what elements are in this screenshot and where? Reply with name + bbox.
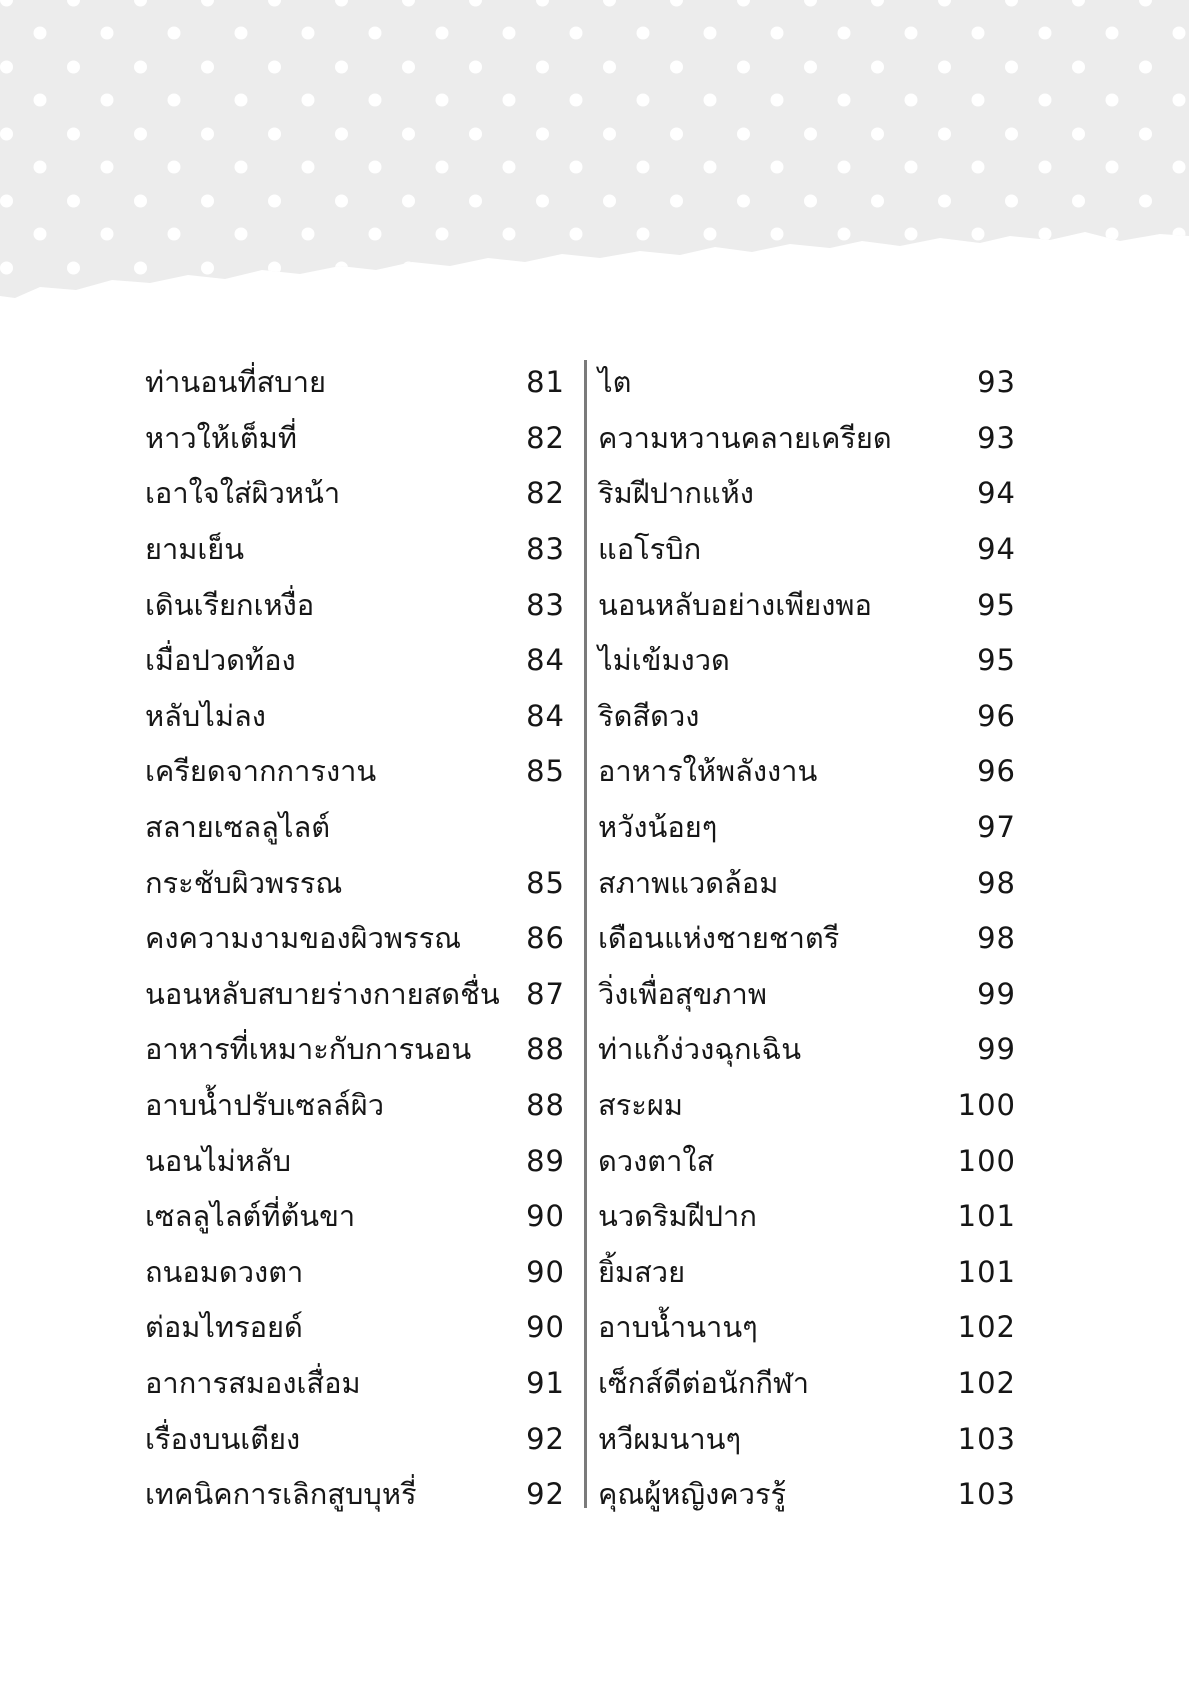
toc-entry (598, 1133, 1016, 1189)
toc-entry-title: วิ่งเพื่อสุขภาพ (598, 976, 767, 1011)
toc-entry-page: 83 (526, 587, 565, 622)
toc-entry-title: หวีผมนานๆ (598, 1421, 742, 1456)
toc-entry (145, 633, 565, 689)
toc-right-column (598, 355, 1016, 1522)
toc-entry-page: 88 (526, 1032, 565, 1067)
toc-entry-title: นอนหลับสบายร่างกายสดชื่น (145, 976, 500, 1011)
toc-entry-page: 85 (526, 754, 565, 789)
toc-entry-title: เมื่อปวดท้อง (145, 643, 296, 678)
toc-entry-page: 101 (957, 1254, 1016, 1289)
toc-entry (598, 911, 1016, 967)
toc-entry (598, 800, 1016, 856)
toc-entry-title: ไต (598, 365, 632, 400)
toc-entry-page: 102 (957, 1310, 1016, 1345)
toc-entry (598, 522, 1016, 578)
toc-entry-page: 82 (526, 476, 565, 511)
toc-entry (598, 577, 1016, 633)
toc-entry (145, 411, 565, 467)
toc-entry-title: เซลลูไลต์ที่ต้นขา (145, 1199, 356, 1234)
toc-entry-page: 85 (526, 865, 565, 900)
toc-entry (598, 744, 1016, 800)
toc-entry-page: 96 (977, 698, 1016, 733)
toc-entry-page: 90 (526, 1310, 565, 1345)
toc-entry (598, 1022, 1016, 1078)
toc-entry-page: 86 (526, 921, 565, 956)
toc-entry-page: 98 (977, 921, 1016, 956)
toc-entry-title: อาหารที่เหมาะกับการนอน (145, 1032, 472, 1067)
toc-entry-page: 90 (526, 1199, 565, 1234)
toc-entry-page: 87 (526, 976, 565, 1011)
toc-entry (145, 1356, 565, 1412)
toc-entry-title: เอาใจใส่ผิวหน้า (145, 476, 341, 511)
toc-entry-title: อาการสมองเสื่อม (145, 1365, 361, 1400)
toc-entry-page: 92 (526, 1477, 565, 1512)
toc-entry (598, 1467, 1016, 1523)
toc-entry-title: กระชับผิวพรรณ (145, 865, 343, 900)
toc-entry-title: เซ็กส์ดีต่อนักกีฬา (598, 1365, 809, 1400)
toc-entry-page: 101 (957, 1199, 1016, 1234)
toc-entry-title: หวังน้อยๆ (598, 810, 718, 845)
toc-entry-page: 94 (977, 476, 1016, 511)
toc-entry (145, 466, 565, 522)
toc-entry (598, 855, 1016, 911)
toc-entry-title: อาบน้ำนานๆ (598, 1310, 758, 1345)
toc-entry (145, 911, 565, 967)
toc-entry-page: 100 (957, 1088, 1016, 1123)
toc-entry-page: 96 (977, 754, 1016, 789)
toc-entry-title: ริดสีดวง (598, 698, 700, 733)
toc-entry (145, 1245, 565, 1301)
toc-entry (145, 1411, 565, 1467)
toc-entry (598, 967, 1016, 1023)
toc-entry-page: 97 (977, 810, 1016, 845)
toc-entry (145, 800, 565, 856)
toc-entry (145, 1300, 565, 1356)
toc-entry-title: ดวงตาใส (598, 1143, 715, 1178)
toc-entry (598, 411, 1016, 467)
toc-entry (145, 967, 565, 1023)
toc-entry (598, 1411, 1016, 1467)
toc-entry-title: อาบน้ำปรับเซลล์ผิว (145, 1088, 385, 1123)
toc-entry-title: อาหารให้พลังงาน (598, 754, 818, 789)
toc-entry (145, 577, 565, 633)
toc-entry-title: เดินเรียกเหงื่อ (145, 587, 315, 622)
toc-entry-title: คงความงามของผิวพรรณ (145, 921, 462, 956)
toc-entry-title: นอนหลับอย่างเพียงพอ (598, 587, 872, 622)
toc-entry (145, 1022, 565, 1078)
toc-entry (598, 1300, 1016, 1356)
toc-entry (598, 633, 1016, 689)
toc-entry (145, 355, 565, 411)
toc-entry-page: 102 (957, 1365, 1016, 1400)
toc-entry-title: ถนอมดวงตา (145, 1254, 304, 1289)
toc-entry (598, 1189, 1016, 1245)
toc-entry-title: คุณผู้หญิงควรรู้ (598, 1477, 787, 1512)
toc-entry-page: 88 (526, 1088, 565, 1123)
toc-entry-page: 84 (526, 643, 565, 678)
toc-entry-page: 84 (526, 698, 565, 733)
toc-entry-page: 94 (977, 532, 1016, 567)
toc-entry (145, 1189, 565, 1245)
toc-entry (598, 355, 1016, 411)
toc-entry-title: ต่อมไทรอยด์ (145, 1310, 303, 1345)
dotted-header-band (0, 0, 1189, 320)
toc-entry-page: 83 (526, 532, 565, 567)
toc-entry-title: เครียดจากการงาน (145, 754, 377, 789)
toc-entry-title: ความหวานคลายเครียด (598, 420, 892, 455)
toc-entry-title: นวดริมฝีปาก (598, 1199, 757, 1234)
toc-entry-title: นอนไม่หลับ (145, 1143, 292, 1178)
toc-entry-page: 100 (957, 1143, 1016, 1178)
toc-entry (145, 1467, 565, 1523)
toc-entry-title: เดือนแห่งชายชาตรี (598, 921, 840, 956)
toc-entry-page: 99 (977, 1032, 1016, 1067)
toc-entry-title: ไม่เข้มงวด (598, 643, 730, 678)
toc-entry-title: สระผม (598, 1088, 683, 1123)
toc-entry-title: ท่านอนที่สบาย (145, 365, 326, 400)
toc-entry (598, 689, 1016, 745)
toc-entry (145, 855, 565, 911)
toc-entry-page: 81 (526, 365, 565, 400)
toc-entry-title: เรื่องบนเตียง (145, 1421, 301, 1456)
toc-entry (145, 689, 565, 745)
toc-entry (145, 744, 565, 800)
toc-entry-title: ยามเย็น (145, 532, 245, 567)
toc-entry-page: 90 (526, 1254, 565, 1289)
toc-entry-page: 103 (957, 1477, 1016, 1512)
toc-entry-title: สลายเซลลูไลต์ (145, 810, 331, 845)
toc-entry-title: แอโรบิก (598, 532, 702, 567)
toc-left-column (145, 355, 565, 1522)
toc-entry-title: ท่าแก้ง่วงฉุกเฉิน (598, 1032, 802, 1067)
toc-entry (598, 466, 1016, 522)
toc-entry-title: หาวให้เต็มที่ (145, 420, 297, 455)
toc-entry-title: เทคนิคการเลิกสูบบุหรี่ (145, 1477, 417, 1512)
toc-entry (598, 1356, 1016, 1412)
toc-entry (598, 1078, 1016, 1134)
toc-entry-title: หลับไม่ลง (145, 698, 266, 733)
toc-entry-title: ริมฝีปากแห้ง (598, 476, 754, 511)
torn-paper-header-graphic (0, 0, 1189, 320)
toc-entry (145, 1078, 565, 1134)
toc-entry-page: 93 (977, 365, 1016, 400)
toc-entry-page: 99 (977, 976, 1016, 1011)
column-divider (584, 360, 587, 1508)
dot-pattern (0, 0, 1189, 298)
toc-entry (145, 1133, 565, 1189)
toc-entry-page: 95 (977, 587, 1016, 622)
toc-entry (598, 1245, 1016, 1301)
toc-entry-title: ยิ้มสวย (598, 1254, 686, 1289)
toc-entry-title: สภาพแวดล้อม (598, 865, 779, 900)
toc-entry-page: 92 (526, 1421, 565, 1456)
toc-entry-page: 93 (977, 420, 1016, 455)
toc-entry-page: 82 (526, 420, 565, 455)
toc-entry-page: 98 (977, 865, 1016, 900)
toc-entry (145, 522, 565, 578)
toc-entry-page: 95 (977, 643, 1016, 678)
toc-entry-page: 89 (526, 1143, 565, 1178)
toc-entry-page: 91 (526, 1365, 565, 1400)
toc-entry-page: 103 (957, 1421, 1016, 1456)
